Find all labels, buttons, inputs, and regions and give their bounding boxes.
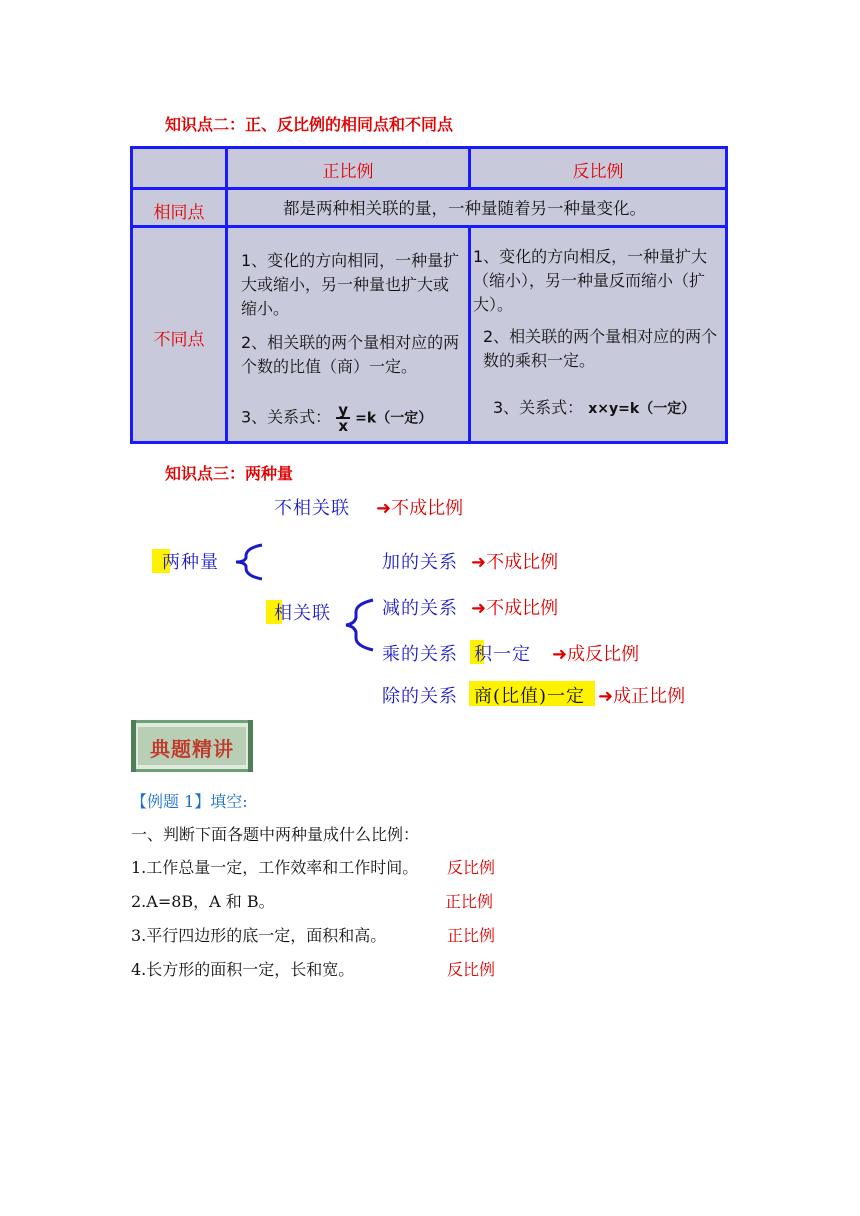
diagram-mul: 乘的关系 bbox=[382, 644, 458, 665]
diagram-sub-result: ➜不成比例 bbox=[471, 598, 559, 619]
question-3: 3.平行四边形的底一定，面积和高。 bbox=[131, 926, 387, 945]
diagram-div: 除的关系 bbox=[382, 686, 458, 707]
answer-1: 反比例 bbox=[447, 858, 496, 877]
direct-formula-suffix: =k（一定） bbox=[355, 410, 433, 427]
question-2: 2.A=8B，A 和 B。 bbox=[131, 892, 275, 911]
diagram-unrelated: 不相关联 bbox=[274, 498, 350, 519]
inverse-point-1: 1、变化的方向相反，一种量扩大（缩小），另一种量反而缩小（扩大）。 bbox=[473, 247, 708, 314]
inverse-formula-prefix: 3、关系式： bbox=[493, 398, 584, 417]
answer-2: 正比例 bbox=[445, 892, 494, 911]
direct-point-2: 2、相关联的两个量相对应的两个数的比值（商）一定。 bbox=[241, 333, 460, 376]
diagram-div-condition: 商(比值)一定 bbox=[474, 686, 586, 707]
header-inverse: 反比例 bbox=[572, 162, 624, 182]
answer-3: 正比例 bbox=[447, 926, 496, 945]
example-heading: 【例题 1】填空: bbox=[131, 792, 248, 811]
answer-4: 反比例 bbox=[447, 960, 496, 979]
question-1: 1.工作总量一定，工作效率和工作时间。 bbox=[131, 858, 419, 877]
direct-point-1: 1、变化的方向相同，一种量扩大或缩小，另一种量也扩大或缩小。 bbox=[241, 251, 460, 318]
section3-title: 知识点三：两种量 bbox=[165, 464, 294, 483]
banner-text: 典题精讲 bbox=[150, 737, 234, 761]
same-text: 都是两种相关联的量，一种量随着另一种量变化。 bbox=[283, 199, 646, 218]
diagram-div-result: ➜成正比例 bbox=[598, 686, 686, 707]
diagram-unrelated-result: ➜不成比例 bbox=[376, 498, 464, 519]
diagram-mul-result: ➜成反比例 bbox=[552, 644, 640, 665]
diagram-mul-condition: 积一定 bbox=[474, 644, 531, 665]
inverse-point-2: 2、相关联的两个量相对应的两个数的乘积一定。 bbox=[483, 327, 718, 370]
row-label-same: 相同点 bbox=[153, 203, 205, 223]
diagram-root: 两种量 bbox=[162, 552, 219, 573]
fraction-numerator: y bbox=[338, 401, 349, 419]
root-brace bbox=[236, 545, 262, 579]
inverse-formula: x×y=k（一定） bbox=[588, 401, 696, 417]
diagram-add: 加的关系 bbox=[382, 552, 458, 573]
example-instruction: 一、判断下面各题中两种量成什么比例： bbox=[131, 825, 420, 844]
section-banner bbox=[131, 720, 253, 772]
row-label-diff: 不同点 bbox=[153, 330, 205, 350]
diagram-add-result: ➜不成比例 bbox=[471, 552, 559, 573]
diagram-related: 相关联 bbox=[274, 603, 331, 624]
header-direct: 正比例 bbox=[322, 162, 374, 182]
related-brace bbox=[346, 600, 373, 650]
direct-formula-prefix: 3、关系式： bbox=[241, 407, 332, 427]
question-4: 4.长方形的面积一定，长和宽。 bbox=[131, 960, 355, 979]
section2-title: 知识点二：正、反比例的相同点和不同点 bbox=[165, 115, 454, 134]
diagram-sub: 减的关系 bbox=[382, 598, 458, 619]
fraction-denominator: x bbox=[338, 417, 349, 435]
